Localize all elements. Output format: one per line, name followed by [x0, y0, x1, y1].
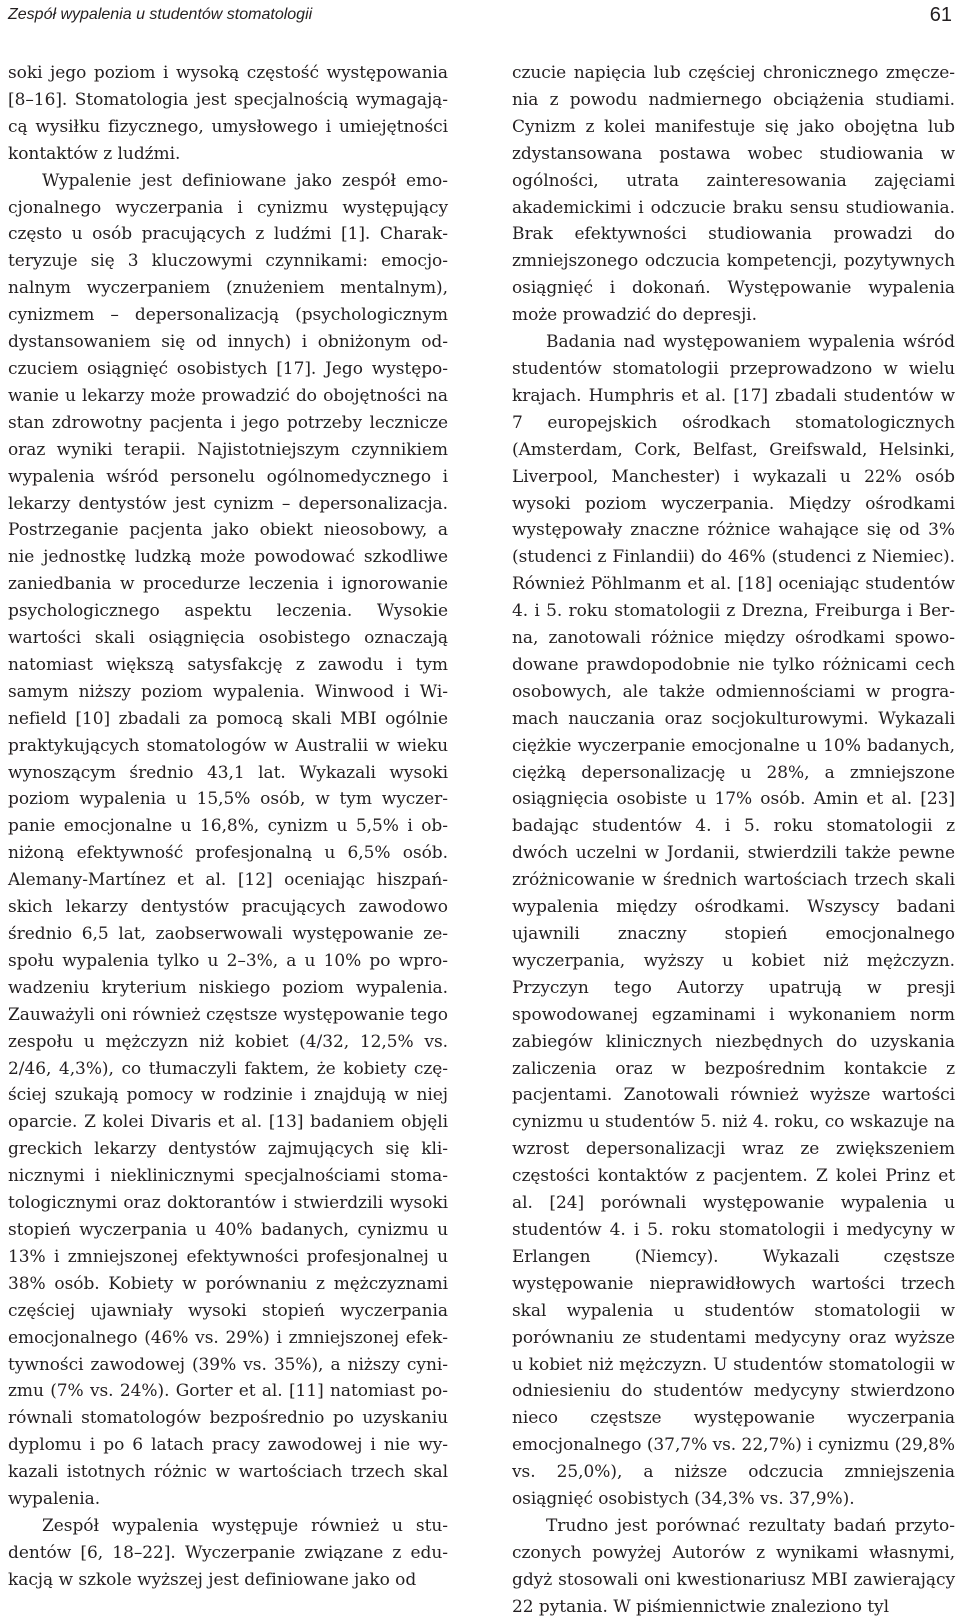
- running-title: Zespół wypalenia u studentów stomatologii: [8, 6, 313, 23]
- paragraph: Wypalenie jest definiowane jako zespół emocjonalnego wyczerpania i cynizmu występujący często u osób pracujących z ludźmi [1]. Charakteryzuje się 3 kluczowymi czynnikami: emocjonalnym wyczerpaniem (znużeniem mentalnym), cynizmem – depersonalizacją (psychologicznym dystansowaniem się od innych) i obniżonym odczuciem osiągnięć osobistych [17]. Jego występowanie u lekarzy może prowadzić do obojętności na stan zdrowotny pacjenta i jego potrzeby lecznicze oraz wyniki terapii. Najistotniejszym czynnikiem wypalenia wśród personelu ogólnomedycznego i lekarzy dentystów jest cynizm – depersonalizacja. Postrzeganie pacjenta jako obiekt nieosobowy, a nie jednostkę ludzką może powodować szkodliwe zaniedbania w procedurze leczenia i ignorowanie psychologicznego aspektu leczenia. Wysokie wartości skali osiągnięcia osobistego oznaczają natomiast większą satysfakcję z zawodu i tym samym niższy poziom wypalenia. Winwood i Winefield [10] zbadali za pomocą skali MBI ogólnie praktykujących stomatologów w Australii w wieku wynoszącym średnio 43,1 lat. Wykazali wysoki poziom wypalenia u 15,5% osób, w tym wyczerpanie emocjonalne u 16,8%, cynizm u 5,5% i obniżoną efektywność profesjonalną u 6,5% osób. Alemany-Martínez et al. [12] oceniając hiszpańskich lekarzy dentystów pracujących zawodowo średnio 6,5 lat, zaobserwowali występowanie zespołu wypalenia tylko u 2–3%, a u 10% po wprowadzeniu kryterium niskiego poziom wypalenia. Zauważyli oni również częstsze występowanie tego zespołu u mężczyzn niż kobiet (4/32, 12,5% vs. 2/46, 4,3%), co tłumaczyli faktem, że kobiety częściej szukają pomocy w rodzinie i znajdują w niej oparcie. Z kolei Divaris et al. [13] badaniem objęli greckich lekarzy dentystów zajmujących się klinicznymi i nieklinicznymi specjalnościami stomatologicznymi oraz doktorantów i stwierdzili wysoki stopień wyczerpania u 40% badanych, cynizmu u 13% i zmniejszonej efektywności profesjonalnej u 38% osób. Kobiety w porównaniu z mężczyznami częściej ujawniały wysoki stopień wyczerpania emocjonalnego (46% vs. 29%) i zmniejszonej efektywności zawodowej (39% vs. 35%), a niższy cynizmu (7% vs. 24%). Gorter et al. [11] natomiast porównali stomatologów bezpośrednio po uzyskaniu dyplomu i po 6 latach pracy zawodowej i nie wykazali istotnych różnic w wartościach trzech skal wypalenia.: [8, 170, 448, 1510]
- paragraph: Zespół wypalenia występuje również u studentów [6, 18–22]. Wyczerpanie związane z edukacją w szkole wyższej jest definiowane jako od: [8, 1515, 448, 1590]
- paragraph: Trudno jest porównać rezultaty badań przytoczonych powyżej Autorów z wynikami własnymi, gdyż stosowali oni kwestionariusz MBI zawierający 22 pytania. W piśmiennictwie znaleziono tyl: [512, 1515, 955, 1617]
- paragraph: Badania nad występowaniem wypalenia wśród studentów stomatologii przeprowadzono w wielu krajach. Humphris et al. [17] zbadali studentów w 7 europejskich ośrodkach stomatologicznych (Amsterdam, Cork, Belfast, Greifswald, Helsinki, Liverpool, Manchester) i wykazali u 22% osób wysoki poziom wyczerpania. Między ośrodkami występowały znaczne różnice wahające się od 3% (studenci z Finlandii) do 46% (studenci z Niemiec). Również Pöhlmanm et al. [18] oceniając studentów 4. i 5. roku stomatologii z Drezna, Freiburga i Berna, zanotowali różnice między ośrodkami spowodowane prawdopodobnie nie tylko różnicami cech osobowych, ale także odmiennościami w programach nauczania oraz socjokulturowymi. Wykazali ciężkie wyczerpanie emocjonalne u 10% badanych, ciężką depersonalizację u 28%, a zmniejszone osiągnięcia osobiste u 17% osób. Amin et al. [23] badając studentów 4. i 5. roku stomatologii z dwóch uczelni w Jordanii, stwierdzili także pewne zróżnicowanie w średnich wartościach trzech skali wypalenia między ośrodkami. Wszyscy badani ujawnili znaczny stopień emocjonalnego wyczerpania, wyższy u kobiet niż mężczyzn. Przyczyn tego Autorzy upatrują w presji spowodowanej egzaminami i wykonaniem norm zabiegów klinicznych niezbędnych do uzyskania zaliczenia oraz w bezpośrednim kontakcie z pacjentami. Zanotowali również wyższe wartości cynizmu u studentów 5. niż 4. roku, co wskazuje na wzrost depersonalizacji wraz ze zwiększeniem częstości kontaktów z pacjentem. Z kolei Prinz et al. [24] porównali występowanie wypalenia u studentów 4. i 5. roku stomatologii i medycyny w Erlangen (Niemcy). Wykazali częstsze występowanie nieprawidłowych wartości trzech skal wypalenia u studentów stomatologii w porównaniu ze studentami medycyny oraz wyższe u kobiet niż mężczyzn. U studentów stomatologii w odniesieniu do studentów medycyny stwierdzono nieco częstsze występowanie wyczerpania emocjonalnego (37,7% vs. 22,7%) i cynizmu (29,8% vs. 25,0%), a niższe odczucia zmniejszenia osiągnięć osobistych (34,3% vs. 37,9%).: [512, 332, 955, 1510]
- left-column: [8, 60, 448, 1594]
- right-column: [512, 60, 955, 1621]
- page-number: 61: [929, 4, 952, 26]
- paragraph: soki jego poziom i wysoką częstość występowania [8–16]. Stomatologia jest specjalnością wymagającą wysiłku fizycznego, umysłowego i umiejętności kontaktów z ludźmi.: [8, 63, 448, 164]
- paragraph: czucie napięcia lub częściej chronicznego zmęczenia z powodu nadmiernego obciążenia studiami. Cynizm z kolei manifestuje się jako obojętna lub zdystansowana postawa wobec studiowania w ogólności, utrata zainteresowania zajęciami akademickimi i odczucie braku sensu studiowania. Brak efektywności studiowania prowadzi do zmniejszonego odczucia kompetencji, pozytywnych osiągnięć i dokonań. Występowanie wypalenia może prowadzić do depresji.: [512, 63, 955, 326]
- running-header: [8, 6, 952, 32]
